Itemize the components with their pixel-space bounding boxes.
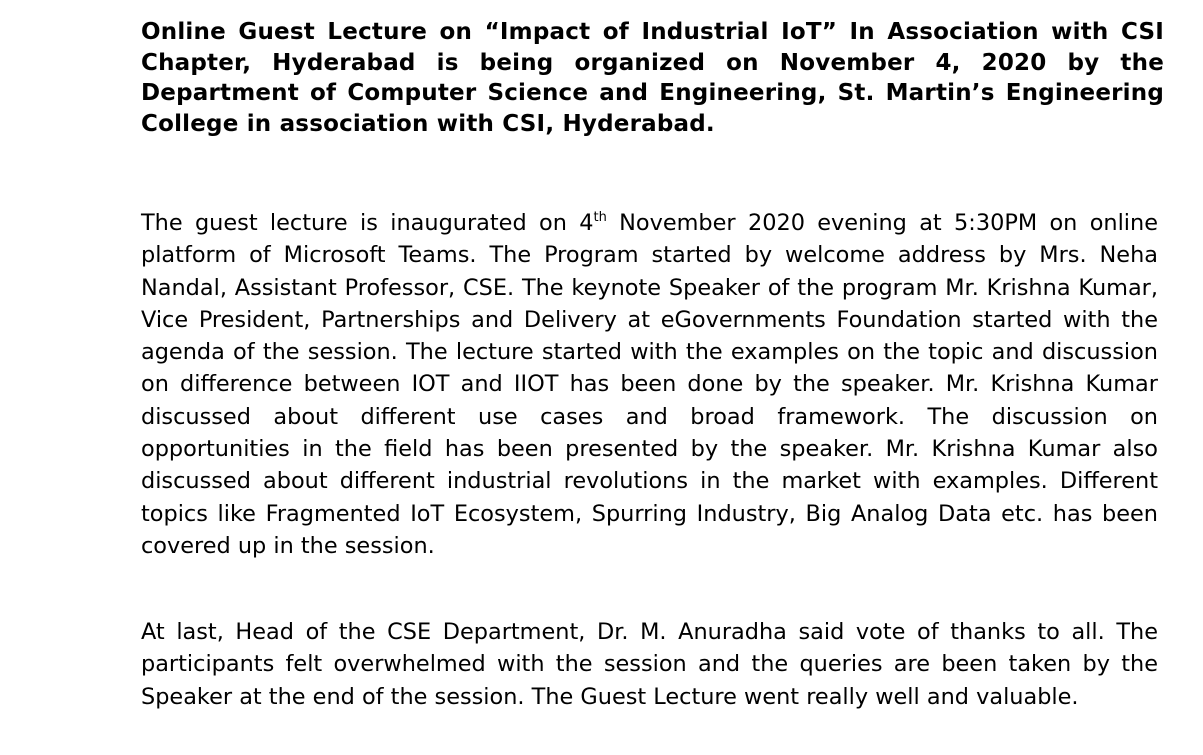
paragraph-1-lead: The guest lecture is inaugurated on 4 <box>141 210 594 236</box>
report-heading: Online Guest Lecture on “Impact of Industrial IoT” In Association with CSI Chapter, Hyderabad is being organized on November 4, 2020 by the Department of Computer Science and Engineering, St. Martin’s Engineering College in association with CSI, Hyderabad. <box>141 19 1164 137</box>
date-ordinal-suffix: th <box>593 210 607 225</box>
body-paragraph-1 <box>141 207 1158 562</box>
paragraph-1-rest: November 2020 evening at 5:30PM on online platform of Microsoft Teams. The Program started by welcome address by Mrs. Neha Nandal, Assistant Professor, CSE. The keynote Speaker of the program Mr. Krishna Kumar, Vice President, Partnerships and Delivery at eGovernments Foundation started with the agenda of the session. The lecture started with the examples on the topic and discussion on difference between IOT and IIOT has been done by the speaker. Mr. Krishna Kumar discussed about different use cases and broad framework. The discussion on opportunities in the field has been presented by the speaker. Mr. Krishna Kumar also discussed about different industrial revolutions in the market with examples. Different topics like Fragmented IoT Ecosystem, Spurring Industry, Big Analog Data etc. has been covered up in the session. <box>141 210 1158 559</box>
body-paragraph-2: At last, Head of the CSE Department, Dr. M. Anuradha said vote of thanks to all. The participants felt overwhelmed with the session and the queries are been taken by the Speaker at the end of the session. The Guest Lecture went really well and valuable. <box>141 619 1158 710</box>
